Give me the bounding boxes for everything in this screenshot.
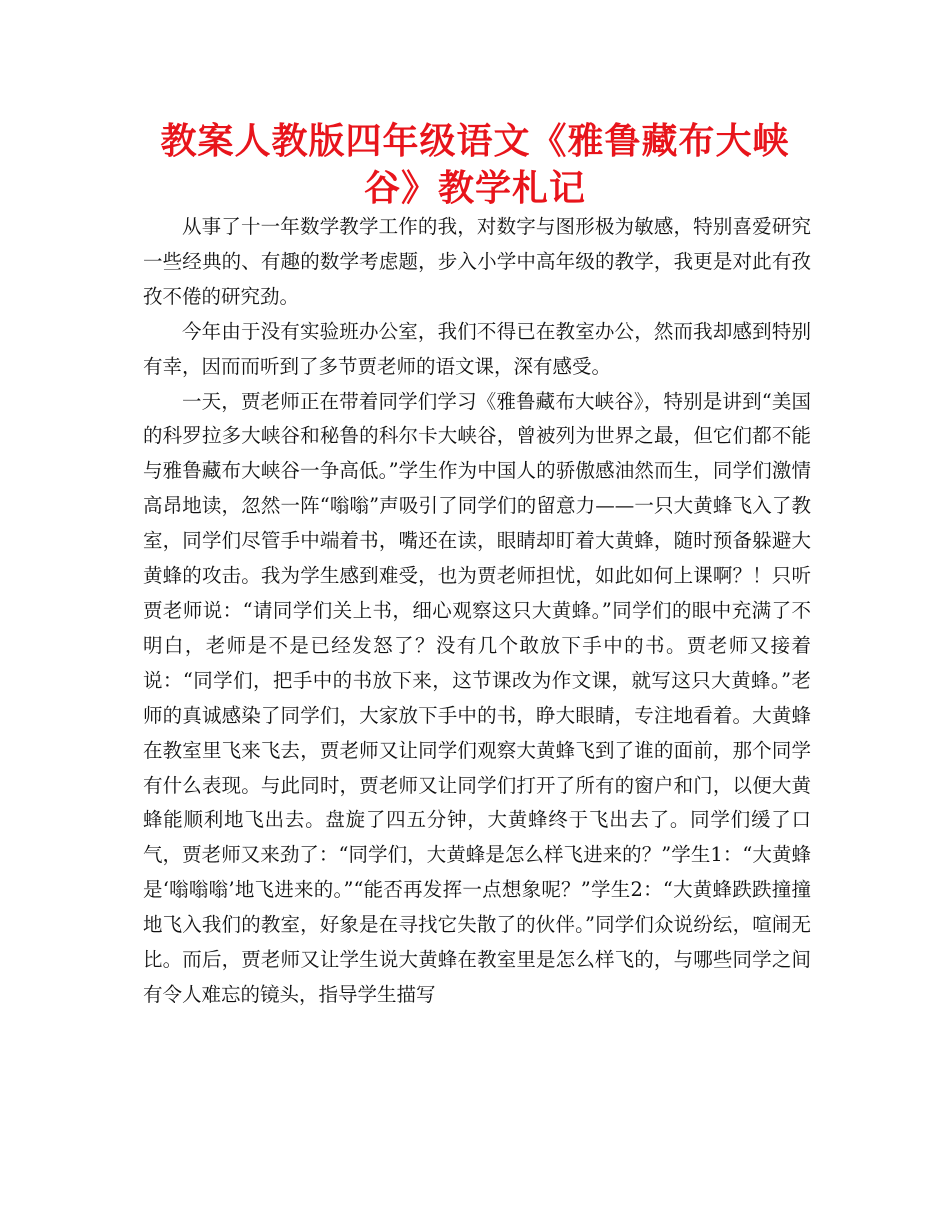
title-line-1: 教案人教版四年级语文《雅鲁藏布大峡 — [160, 121, 790, 162]
document-body — [143, 210, 811, 1013]
paragraph-1: 从事了十一年数学教学工作的我，对数字与图形极为敏感，特别喜爱研究一些经典的、有趣的数学考虑题，步入小学中高年级的教学，我更是对此有孜孜不倦的研究劲。 — [143, 215, 811, 308]
paragraph-2: 今年由于没有实验班办公室，我们不得已在教室办公，然而我却感到特别有幸，因而而听到了多节贾老师的语文课，深有感受。 — [143, 319, 811, 378]
title-line-2: 谷》教学札记 — [363, 168, 586, 209]
document-title — [140, 118, 810, 212]
paragraph-3: 一天，贾老师正在带着同学们学习《雅鲁藏布大峡谷》，特别是讲到“美国的科罗拉多大峡谷和秘鲁的科尔卡大峡谷，曾被列为世界之最，但它们都不能与雅鲁藏布大峡谷一争高低。”学生作为中国人的骄傲感油然而生，同学们激情高昂地读，忽然一阵“嗡嗡”声吸引了同学们的留意力——一只大黄蜂飞入了教室，同学们尽管手中端着书，嘴还在读，眼睛却盯着大黄蜂，随时预备躲避大黄蜂的攻击。我为学生感到难受，也为贾老师担忧，如此如何上课啊？！只听贾老师说：“请同学们关上书，细心观察这只大黄蜂。”同学们的眼中充满了不明白，老师是不是已经发怒了？没有几个敢放下手中的书。贾老师又接着说：“同学们，把手中的书放下来，这节课改为作文课，就写这只大黄蜂。”老师的真诚感染了同学们，大家放下手中的书，睁大眼睛，专注地看着。大黄蜂在教室里飞来飞去，贾老师又让同学们观察大黄蜂飞到了谁的面前，那个同学有什么表现。与此同时，贾老师又让同学们打开了所有的窗户和门，以便大黄蜂能顺利地飞出去。盘旋了四五分钟，大黄蜂终于飞出去了。同学们缓了口气，贾老师又来劲了：“同学们，大黄蜂是怎么样飞进来的？”学生1：“大黄蜂是‘嗡嗡嗡’地飞进来的。”“能否再发挥一点想象呢？”学生2：“大黄蜂跌跌撞撞地飞入我们的教室，好象是在寻找它失散了的伙伴。”同学们众说纷纭，喧闹无比。而后，贾老师又让学生说大黄蜂在教室里是怎么样飞的，与哪些同学之间有令人难忘的镜头，指导学生描写 — [143, 389, 811, 1006]
